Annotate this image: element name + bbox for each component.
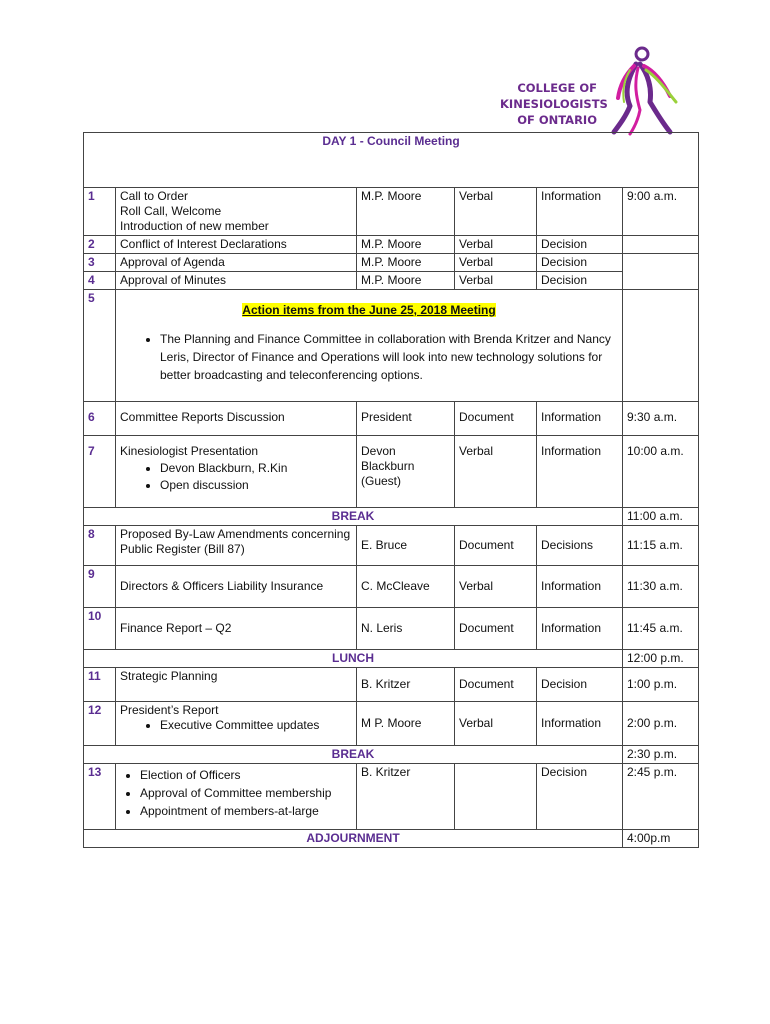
presenter: M.P. Moore bbox=[357, 254, 455, 272]
time: 9:30 a.m. bbox=[623, 402, 699, 436]
item-description bbox=[116, 764, 357, 830]
presentation-list bbox=[120, 461, 352, 493]
format bbox=[455, 764, 537, 830]
logo-line-2: KINESIOLOGISTS bbox=[500, 97, 608, 111]
list-item: • Executive Committee updates bbox=[160, 718, 352, 733]
presenter-line: (Guest) bbox=[361, 474, 402, 488]
format: Document bbox=[455, 668, 537, 702]
format: Verbal bbox=[455, 236, 537, 254]
list-item: • The Planning and Finance Committee in collaboration with Brenda Kritzer and Nancy Leris, Director of Finance and Operations will look into new technology solutions for better broadcasting and teleconferencing options. bbox=[160, 330, 618, 384]
time: 2:00 p.m. bbox=[623, 702, 699, 746]
time: 12:00 p.m. bbox=[623, 650, 699, 668]
agenda-row-3 bbox=[84, 254, 699, 272]
break-row bbox=[84, 508, 699, 526]
logo-text bbox=[500, 80, 608, 128]
agenda-row-7 bbox=[84, 436, 699, 508]
time: 11:45 a.m. bbox=[623, 608, 699, 650]
item-number: 2 bbox=[84, 236, 116, 254]
page-title: DAY 1 - Council Meeting bbox=[322, 134, 460, 148]
title-cell bbox=[84, 133, 699, 188]
format: Verbal bbox=[455, 436, 537, 508]
presenter: M.P. Moore bbox=[357, 188, 455, 236]
presenter: President bbox=[357, 402, 455, 436]
format: Verbal bbox=[455, 566, 537, 608]
item-description: Strategic Planning bbox=[116, 668, 357, 702]
action-items-heading: Action items from the June 25, 2018 Meeting bbox=[242, 303, 496, 317]
list-item: • Devon Blackburn, R.Kin bbox=[160, 461, 352, 476]
format: Verbal bbox=[455, 702, 537, 746]
item-line: Proposed By-Law Amendments concerning bbox=[120, 527, 351, 541]
item-description: Conflict of Interest Declarations bbox=[116, 236, 357, 254]
presenter-line: Blackburn bbox=[361, 459, 415, 473]
format: Document bbox=[455, 526, 537, 566]
item-number: 10 bbox=[84, 608, 116, 650]
item-description: Finance Report – Q2 bbox=[116, 608, 357, 650]
format: Document bbox=[455, 402, 537, 436]
purpose: Decision bbox=[537, 272, 623, 290]
purpose: Information bbox=[537, 566, 623, 608]
purpose: Decision bbox=[537, 236, 623, 254]
agenda-row-11 bbox=[84, 668, 699, 702]
time: 9:00 a.m. bbox=[623, 188, 699, 236]
item-description bbox=[116, 526, 357, 566]
agenda-row-10 bbox=[84, 608, 699, 650]
time: 2:30 p.m. bbox=[623, 746, 699, 764]
lunch-row bbox=[84, 650, 699, 668]
agenda-row-12 bbox=[84, 702, 699, 746]
agenda-row-9 bbox=[84, 566, 699, 608]
item-number: 1 bbox=[84, 188, 116, 236]
item-number: 12 bbox=[84, 702, 116, 746]
item-number: 7 bbox=[84, 436, 116, 508]
time bbox=[623, 254, 699, 290]
presenter: C. McCleave bbox=[357, 566, 455, 608]
break-label: BREAK bbox=[84, 508, 623, 526]
college-logo bbox=[500, 44, 700, 136]
item-number: 8 bbox=[84, 526, 116, 566]
presenter: B. Kritzer bbox=[357, 668, 455, 702]
break-row bbox=[84, 746, 699, 764]
format: Verbal bbox=[455, 272, 537, 290]
time: 1:00 p.m. bbox=[623, 668, 699, 702]
action-items-list bbox=[120, 330, 618, 384]
item-description: Directors & Officers Liability Insurance bbox=[116, 566, 357, 608]
purpose: Decision bbox=[537, 764, 623, 830]
purpose: Information bbox=[537, 436, 623, 508]
item-number: 13 bbox=[84, 764, 116, 830]
item-number: 9 bbox=[84, 566, 116, 608]
item-number: 4 bbox=[84, 272, 116, 290]
item-description bbox=[116, 436, 357, 508]
item-description: Approval of Agenda bbox=[116, 254, 357, 272]
agenda-row-4 bbox=[84, 272, 699, 290]
purpose: Information bbox=[537, 702, 623, 746]
adjournment-row bbox=[84, 830, 699, 848]
purpose: Decision bbox=[537, 668, 623, 702]
list-item: • Election of Officers bbox=[140, 767, 352, 783]
presenter: N. Leris bbox=[357, 608, 455, 650]
item-description bbox=[116, 702, 357, 746]
time: 10:00 a.m. bbox=[623, 436, 699, 508]
title-row bbox=[84, 133, 699, 188]
item-number: 6 bbox=[84, 402, 116, 436]
item-number: 5 bbox=[84, 290, 116, 402]
agenda-row-13 bbox=[84, 764, 699, 830]
lunch-label: LUNCH bbox=[84, 650, 623, 668]
time bbox=[623, 290, 699, 402]
agenda-row-5 bbox=[84, 290, 699, 402]
time: 2:45 p.m. bbox=[623, 764, 699, 830]
agenda-row-1 bbox=[84, 188, 699, 236]
logo-line-1: COLLEGE OF bbox=[517, 81, 597, 95]
election-list bbox=[120, 767, 352, 819]
item-description: Committee Reports Discussion bbox=[116, 402, 357, 436]
agenda-row-6 bbox=[84, 402, 699, 436]
purpose: Decision bbox=[537, 254, 623, 272]
action-items-cell bbox=[116, 290, 623, 402]
list-item: • Appointment of members-at-large bbox=[140, 803, 352, 819]
item-description bbox=[116, 188, 357, 236]
item-line: Introduction of new member bbox=[120, 219, 269, 233]
item-number: 3 bbox=[84, 254, 116, 272]
agenda-row-8 bbox=[84, 526, 699, 566]
agenda-table bbox=[83, 132, 699, 848]
item-line: President’s Report bbox=[120, 703, 219, 717]
purpose: Information bbox=[537, 188, 623, 236]
time: 11:30 a.m. bbox=[623, 566, 699, 608]
item-line: Roll Call, Welcome bbox=[120, 204, 222, 218]
item-description: Approval of Minutes bbox=[116, 272, 357, 290]
format: Verbal bbox=[455, 254, 537, 272]
logo-line-3: OF ONTARIO bbox=[517, 113, 597, 127]
presenter bbox=[357, 436, 455, 508]
presenter-line: Devon bbox=[361, 444, 396, 458]
format: Document bbox=[455, 608, 537, 650]
purpose: Information bbox=[537, 608, 623, 650]
presenter: M P. Moore bbox=[357, 702, 455, 746]
list-item: • Open discussion bbox=[160, 478, 352, 493]
time: 11:00 a.m. bbox=[623, 508, 699, 526]
walking-figure-icon bbox=[600, 44, 695, 136]
report-list bbox=[120, 718, 352, 733]
item-line: Public Register (Bill 87) bbox=[120, 542, 245, 556]
time: 4:00p.m bbox=[623, 830, 699, 848]
time: 11:15 a.m. bbox=[623, 526, 699, 566]
time bbox=[623, 236, 699, 254]
presenter: E. Bruce bbox=[357, 526, 455, 566]
break-label: BREAK bbox=[84, 746, 623, 764]
item-number: 11 bbox=[84, 668, 116, 702]
purpose: Information bbox=[537, 402, 623, 436]
format: Verbal bbox=[455, 188, 537, 236]
item-line: Kinesiologist Presentation bbox=[120, 444, 259, 458]
agenda-row-2 bbox=[84, 236, 699, 254]
purpose: Decisions bbox=[537, 526, 623, 566]
presenter: M.P. Moore bbox=[357, 236, 455, 254]
list-item: • Approval of Committee membership bbox=[140, 785, 352, 801]
adjournment-label: ADJOURNMENT bbox=[84, 830, 623, 848]
item-line: Call to Order bbox=[120, 189, 189, 203]
presenter: M.P. Moore bbox=[357, 272, 455, 290]
presenter: B. Kritzer bbox=[357, 764, 455, 830]
